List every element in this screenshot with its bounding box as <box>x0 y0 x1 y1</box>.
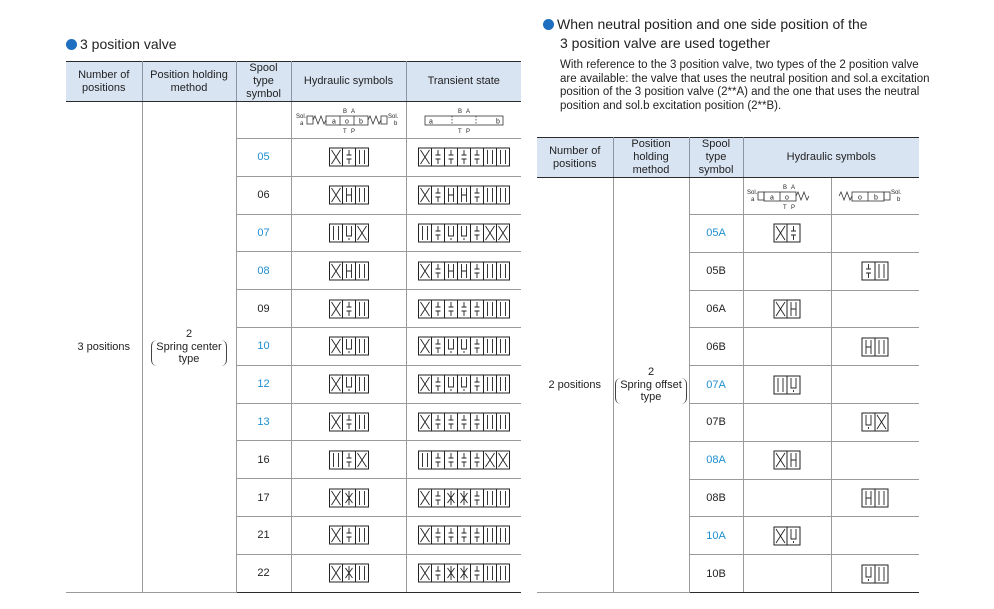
spool-10b-symbol <box>850 563 900 585</box>
spool-22-symbol <box>314 562 384 584</box>
svg-text:a: a <box>428 118 433 126</box>
hydraulic-symbol-cell <box>291 252 406 290</box>
svg-text:B: B <box>783 185 788 191</box>
hydraulic-symbol-cell <box>291 290 406 328</box>
positions-cell: 3 positions <box>66 102 142 593</box>
hydraulic-symbol-cell <box>291 516 406 554</box>
spool-code: 12 <box>236 365 291 403</box>
spool-12-symbol <box>314 373 384 395</box>
spool-09-symbol <box>314 298 384 320</box>
sol-b-symbol-cell <box>831 555 919 593</box>
spool-07-symbol <box>314 222 384 244</box>
transient-spool-17-symbol <box>414 487 514 509</box>
holding-method-paren-2: Spring offset type <box>615 378 687 404</box>
spool-code: 05B <box>689 252 743 290</box>
svg-text:A: A <box>350 109 355 115</box>
header-hydraulic-symbols-2: Hydraulic symbols <box>743 138 919 178</box>
spool-06a-symbol <box>762 298 812 320</box>
svg-text:A: A <box>791 185 796 191</box>
spool-code: 17 <box>236 479 291 517</box>
bullet-icon <box>543 19 554 30</box>
hydraulic-symbol-cell <box>291 327 406 365</box>
sol-b-symbol-cell <box>831 517 919 555</box>
spool-07a-symbol <box>762 374 812 396</box>
hydraulic-symbol-cell <box>291 554 406 592</box>
sol-a-symbol-cell <box>743 366 831 404</box>
transient-symbol-cell <box>406 403 521 441</box>
header-hydraulic-symbols: Hydraulic symbols <box>291 62 406 102</box>
svg-text:Sol.: Sol. <box>747 190 758 196</box>
transient-legend-icon <box>422 105 506 135</box>
sol-a-symbol-cell <box>743 441 831 479</box>
spool-code: 07A <box>689 366 743 404</box>
sol-b-symbol-cell <box>831 479 919 517</box>
sol-b-symbol-cell <box>831 366 919 404</box>
transient-symbol-cell <box>406 214 521 252</box>
hydraulic-symbol-cell <box>291 365 406 403</box>
transient-symbol-cell <box>406 441 521 479</box>
spool-code: 05 <box>236 139 291 177</box>
sol-b-symbol-cell <box>831 215 919 253</box>
spool-code: 06 <box>236 176 291 214</box>
spool-08-symbol <box>314 260 384 282</box>
spool-08a-symbol <box>762 449 812 471</box>
spool-code: 10 <box>236 327 291 365</box>
holding-method-cell-2: 2 Spring offset type <box>613 178 689 593</box>
transient-symbol-cell <box>406 365 521 403</box>
transient-spool-22-symbol <box>414 562 514 584</box>
transient-symbol-cell <box>406 516 521 554</box>
sol-b-symbol-cell <box>831 252 919 290</box>
spool-21-symbol <box>314 524 384 546</box>
bullet-icon <box>66 39 77 50</box>
right-section-title: When neutral position and one side position of the <box>543 16 868 33</box>
spool-code: 06B <box>689 328 743 366</box>
header-number-of-positions-2: Number of positions <box>537 138 613 178</box>
sol-b-symbol-cell <box>831 403 919 441</box>
hydraulic-symbol-cell <box>291 214 406 252</box>
svg-text:o: o <box>785 194 789 202</box>
svg-text:b: b <box>495 118 500 126</box>
transient-spool-08-symbol <box>414 260 514 282</box>
legend-row-2 <box>537 178 919 215</box>
svg-text:a: a <box>331 118 336 126</box>
sol-b-symbol-cell <box>831 290 919 328</box>
sol-a-symbol-cell <box>743 479 831 517</box>
valve-legend-icon <box>295 105 403 135</box>
sol-a-symbol-cell <box>743 252 831 290</box>
svg-text:Sol.: Sol. <box>387 114 398 120</box>
valve-legend-b-icon <box>833 181 917 211</box>
svg-text:b: b <box>393 121 397 127</box>
spool-code: 05A <box>689 215 743 253</box>
svg-text:o: o <box>858 194 863 202</box>
svg-text:A: A <box>465 109 470 115</box>
svg-text:o: o <box>344 118 349 126</box>
transient-spool-21-symbol <box>414 524 514 546</box>
transient-spool-16-symbol <box>414 449 514 471</box>
sol-a-symbol-cell <box>743 555 831 593</box>
spool-10-symbol <box>314 335 384 357</box>
transient-symbol-cell <box>406 479 521 517</box>
svg-text:a: a <box>299 121 303 127</box>
hydraulic-symbol-cell <box>291 441 406 479</box>
spool-06-symbol <box>314 184 384 206</box>
svg-text:b: b <box>897 197 901 203</box>
svg-text:B: B <box>457 109 462 115</box>
holding-method-paren: Spring center type <box>151 340 226 366</box>
valve-legend-a-icon <box>745 181 829 211</box>
spool-code: 13 <box>236 403 291 441</box>
right-section-description: With reference to the 3 position valve, two types of the 2 position valve are available: the valve that uses the neutral position and sol.a excitation position of the 3 position valve (2**A) and the one that uses the neutral position and sol.b excitation position (2**B). <box>560 59 930 112</box>
spool-13-symbol <box>314 411 384 433</box>
header-spool-type-symbol-2: Spool type symbol <box>689 138 743 178</box>
transient-spool-10-symbol <box>414 335 514 357</box>
svg-text:T: T <box>457 129 462 135</box>
spool-05a-symbol <box>762 222 812 244</box>
spool-05b-symbol <box>850 260 900 282</box>
spool-code: 10A <box>689 517 743 555</box>
spool-17-symbol <box>314 487 384 509</box>
transient-spool-09-symbol <box>414 298 514 320</box>
svg-text:P: P <box>465 129 470 135</box>
spool-code: 07B <box>689 403 743 441</box>
sol-a-symbol-cell <box>743 290 831 328</box>
legend-transient-symbol <box>406 102 521 139</box>
transient-spool-13-symbol <box>414 411 514 433</box>
header-position-holding-method-2: Position holding method <box>613 138 689 178</box>
svg-text:Sol.: Sol. <box>295 114 306 120</box>
sol-a-symbol-cell <box>743 517 831 555</box>
spool-code: 08A <box>689 441 743 479</box>
transient-spool-06-symbol <box>414 184 514 206</box>
transient-spool-05-symbol <box>414 146 514 168</box>
two-position-valve-table <box>537 137 919 593</box>
spool-code: 07 <box>236 214 291 252</box>
spool-08b-symbol <box>850 487 900 509</box>
spool-10a-symbol <box>762 525 812 547</box>
header-transient-state: Transient state <box>406 62 521 102</box>
spool-16-symbol <box>314 449 384 471</box>
right-section-title-line2: 3 position valve are used together <box>560 35 771 51</box>
spool-05-symbol <box>314 146 384 168</box>
spool-code: 10B <box>689 555 743 593</box>
header-spool-type-symbol: Spool type symbol <box>236 62 291 102</box>
spool-code: 08 <box>236 252 291 290</box>
svg-text:T: T <box>783 205 787 211</box>
transient-symbol-cell <box>406 290 521 328</box>
sol-a-symbol-cell <box>743 215 831 253</box>
sol-b-symbol-cell <box>831 441 919 479</box>
svg-text:b: b <box>874 194 879 202</box>
svg-text:P: P <box>791 205 796 211</box>
sol-a-symbol-cell <box>743 403 831 441</box>
transient-symbol-cell <box>406 176 521 214</box>
left-section-title: 3 position valve <box>66 36 177 53</box>
header-number-of-positions: Number of positions <box>66 62 142 102</box>
svg-text:B: B <box>342 109 347 115</box>
spool-code: 09 <box>236 290 291 328</box>
svg-text:a: a <box>770 194 774 202</box>
spool-code: 06A <box>689 290 743 328</box>
svg-text:Sol.: Sol. <box>891 190 902 196</box>
transient-spool-07-symbol <box>414 222 514 244</box>
transient-spool-12-symbol <box>414 373 514 395</box>
transient-symbol-cell <box>406 554 521 592</box>
sol-b-symbol-cell <box>831 328 919 366</box>
legend-three-position-symbol <box>291 102 406 139</box>
positions-cell-2: 2 positions <box>537 178 613 593</box>
three-position-valve-table <box>66 61 521 593</box>
transient-symbol-cell <box>406 139 521 177</box>
legend-sol-a-symbol <box>743 178 831 215</box>
transient-symbol-cell <box>406 252 521 290</box>
hydraulic-symbol-cell <box>291 479 406 517</box>
hydraulic-symbol-cell <box>291 176 406 214</box>
legend-row <box>66 102 521 139</box>
spool-code: 08B <box>689 479 743 517</box>
spool-07b-symbol <box>850 411 900 433</box>
svg-text:b: b <box>358 118 363 126</box>
svg-text:a: a <box>751 197 755 203</box>
svg-text:T: T <box>342 129 347 135</box>
hydraulic-symbol-cell <box>291 403 406 441</box>
spool-code: 22 <box>236 554 291 592</box>
legend-sol-b-symbol <box>831 178 919 215</box>
svg-text:P: P <box>350 129 355 135</box>
sol-a-symbol-cell <box>743 328 831 366</box>
transient-symbol-cell <box>406 327 521 365</box>
spool-code: 16 <box>236 441 291 479</box>
holding-method-cell: 2 Spring center type <box>142 102 236 593</box>
header-position-holding-method: Position holding method <box>142 62 236 102</box>
spool-06b-symbol <box>850 336 900 358</box>
hydraulic-symbol-cell <box>291 139 406 177</box>
spool-code: 21 <box>236 516 291 554</box>
